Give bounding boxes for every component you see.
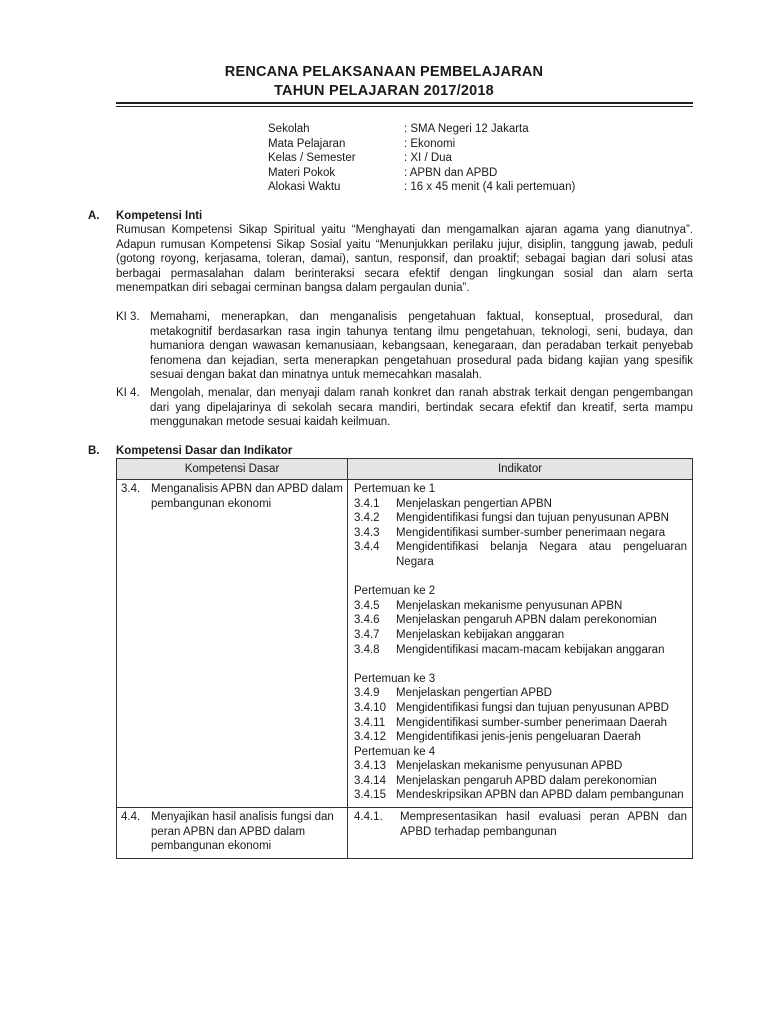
indicator-number: 4.4.1.: [354, 811, 383, 824]
indicator-text: Mengidentifikasi belanja Negara atau pengeluaran Negara: [396, 541, 687, 568]
meeting-heading: Pertemuan ke 1: [354, 483, 436, 495]
section-b-letter: B.: [88, 445, 100, 457]
indicator-item: [354, 730, 687, 745]
kd-text: Menyajikan hasil analisis fungsi dan peran APBN dan APBD dalam pembangunan ekonomi: [151, 811, 334, 853]
indicator-number: 3.4.15: [354, 789, 386, 802]
identity-label: Alokasi Waktu: [268, 181, 341, 194]
indicator-text: Menjelaskan mekanisme penyusunan APBD: [396, 760, 623, 773]
identity-value: : APBN dan APBD: [404, 166, 498, 179]
indicator-text: Menjelaskan pengertian APBD: [396, 687, 552, 700]
indicator-number: 3.4.5: [354, 599, 380, 612]
indicator-number: 3.4.13: [354, 760, 386, 773]
indicator-item: [354, 497, 687, 512]
identity-value: : Ekonomi: [404, 137, 456, 150]
identity-row-sekolah: [268, 122, 575, 137]
indicator-item: [354, 701, 687, 716]
title-rule-thick: [116, 102, 693, 104]
identity-label: Materi Pokok: [268, 166, 336, 179]
identity-label: Kelas / Semester: [268, 152, 356, 165]
indicator-text: Mempresentasikan hasil evaluasi peran APBN dan APBD terhadap pembangunan: [400, 811, 687, 838]
ki4-text: Mengolah, menalar, dan menyaji dalam ranah konkret dan ranah abstrak terkait dengan pengembangan dari yang dipelajarinya di sekolah secara mandiri, bertindak secara efektif dan kreatif, serta mampu menggunakan metode sesuai kaidah keilmuan.: [150, 387, 693, 429]
identity-label: Sekolah: [268, 123, 310, 135]
indicator-text: Mengidentifikasi sumber-sumber penerimaan Daerah: [396, 716, 668, 729]
indicator-text: Mengidentifikasi jenis-jenis pengeluaran Daerah: [396, 731, 641, 744]
indicator-item: [354, 686, 687, 701]
indicator-item: [354, 511, 687, 526]
indicator-number: 3.4.8: [354, 643, 380, 656]
indicator-number: 3.4.2: [354, 512, 380, 525]
spacer: [354, 657, 687, 672]
document-title-line2: TAHUN PELAJARAN 2017/2018: [274, 83, 494, 99]
meeting-heading: Pertemuan ke 2: [354, 585, 436, 598]
indicator-text: Menjelaskan kebijakan anggaran: [396, 628, 565, 641]
indicator-item: [354, 759, 687, 774]
identity-block: [268, 122, 575, 195]
col-header-indikator: Indikator: [348, 459, 693, 480]
spacer: [354, 570, 687, 585]
identity-label: Mata Pelajaran: [268, 137, 346, 150]
indicator-number: 3.4.4: [354, 541, 380, 554]
indicator-text: Menjelaskan pengertian APBN: [396, 497, 552, 510]
indicator-item: [354, 774, 687, 789]
indicator-text: Mendeskripsikan APBN dan APBD dalam pembangunan: [396, 789, 684, 802]
indicator-item: [354, 628, 687, 643]
table-row: [117, 808, 693, 859]
indicator-number: 3.4.11: [354, 716, 386, 729]
indicator-text: Mengidentifikasi fungsi dan tujuan penyusunan APBN: [396, 512, 669, 525]
identity-value: : SMA Negeri 12 Jakarta: [404, 123, 529, 135]
kd-number: 3.4.: [121, 483, 141, 495]
indicator-text: Mengidentifikasi sumber-sumber penerimaan negara: [396, 526, 666, 539]
indicator-cell: [348, 480, 693, 808]
section-b-title: Kompetensi Dasar dan Indikator: [116, 445, 293, 457]
indicator-item: [354, 526, 687, 541]
ki3-label: KI 3.: [116, 311, 140, 323]
indicator-item: [354, 599, 687, 614]
col-header-kompetensi-dasar: Kompetensi Dasar: [117, 459, 348, 480]
section-a-letter: A.: [88, 210, 100, 222]
indicator-number: 3.4.9: [354, 687, 380, 700]
indicator-item: [354, 788, 687, 803]
indicator-item: [354, 810, 687, 839]
section-a-title: Kompetensi Inti: [116, 210, 203, 222]
title-rule-thin: [116, 106, 693, 107]
table-header-row: [117, 459, 693, 480]
identity-row-kelas: [268, 151, 575, 166]
indicator-text: Mengidentifikasi macam-macam kebijakan anggaran: [396, 643, 665, 656]
ki3-text: Memahami, menerapkan, dan menganalisis pengetahuan faktual, konseptual, prosedural, dan metakognitif berdasarkan rasa ingin tahunya tentang ilmu pengetahuan, teknologi, seni, budaya, dan humaniora dengan wawasan kemanusiaan, kebangsaan, kenegaraan, dan peradaban terkait penyebab fenomena dan kejadian, serta menerapkan pengetahuan prosedural pada bidang kajian yang spesifik sesuai dengan bakat dan minatnya untuk memecahkan masalah.: [150, 311, 693, 382]
table-row: [117, 480, 693, 808]
kd-cell: [117, 480, 348, 808]
kd-cell: [117, 808, 348, 859]
kd-text: Menganalisis APBN dan APBD dalam pembangunan ekonomi: [151, 483, 343, 510]
identity-value: : XI / Dua: [404, 152, 452, 165]
meeting-heading: Pertemuan ke 4: [354, 745, 436, 758]
indicator-number: 3.4.1: [354, 497, 380, 510]
indicator-number: 3.4.10: [354, 701, 386, 714]
indicator-text: Mengidentifikasi fungsi dan tujuan penyusunan APBD: [396, 701, 669, 714]
kd-number: 4.4.: [121, 811, 141, 824]
indicator-number: 3.4.7: [354, 628, 380, 641]
identity-row-materi: [268, 166, 575, 181]
identity-row-alokasi: [268, 180, 575, 195]
identity-row-mapel: [268, 137, 575, 152]
indicator-item: [354, 540, 687, 569]
document-title-line1: RENCANA PELAKSANAAN PEMBELAJARAN: [224, 64, 544, 80]
indicator-number: 3.4.14: [354, 774, 386, 787]
identity-value: : 16 x 45 menit (4 kali pertemuan): [404, 181, 576, 194]
kd-indicator-table: [116, 458, 693, 859]
indicator-item: [354, 613, 687, 628]
indicator-item: [354, 643, 687, 658]
indicator-text: Menjelaskan pengaruh APBN dalam perekonomian: [396, 614, 657, 627]
ki4-label: KI 4.: [116, 387, 140, 399]
indicator-number: 3.4.3: [354, 526, 380, 539]
indicator-cell: [348, 808, 693, 859]
indicator-item: [354, 716, 687, 731]
indicator-number: 3.4.6: [354, 614, 380, 627]
indicator-text: Menjelaskan pengaruh APBD dalam perekonomian: [396, 774, 657, 787]
meeting-heading: Pertemuan ke 3: [354, 672, 436, 685]
section-a-paragraph: Rumusan Kompetensi Sikap Spiritual yaitu “Menghayati dan mengamalkan ajaran agama yang dianutnya”. Adapun rumusan Kompetensi Sikap Sosial yaitu “Menunjukkan perilaku jujur, disiplin, tanggung jawab, peduli (gotong royong, kerjasama, toleran, damai), santun, responsif, dan proaktif; sebagai bagian dari solusi atas berbagai permasalahan dalam berinteraksi secara efektif dengan lingkungan sosial dan alam serta menempatkan diri sebagai cerminan bangsa dalam pergaulan dunia”.: [116, 224, 693, 295]
indicator-text: Menjelaskan mekanisme penyusunan APBN: [396, 599, 623, 612]
indicator-number: 3.4.12: [354, 731, 386, 744]
